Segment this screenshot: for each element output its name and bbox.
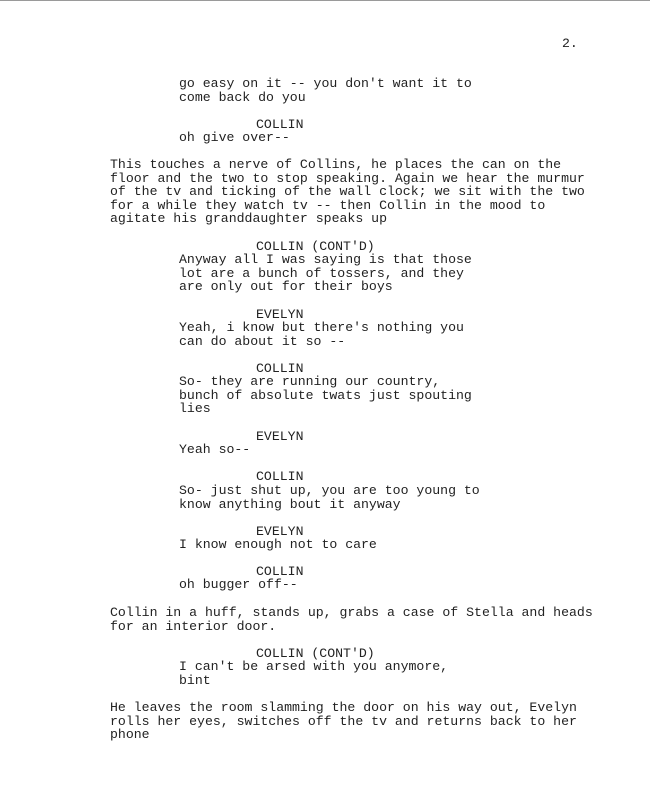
character-evelyn-1: EVELYN	[256, 307, 304, 322]
dialogue-collin-2: oh give over--	[179, 130, 290, 145]
character-collin-2: COLLIN	[256, 361, 304, 376]
dialogue-collin-4: So- they are running our country, bunch of absolute twats just spouting lies	[179, 374, 472, 417]
dialogue-collin-5: So- just shut up, you are too young to know anything bout it anyway	[179, 483, 480, 512]
dialogue-collin-7: I can't be arsed with you anymore, bint	[179, 659, 449, 688]
action-1: This touches a nerve of Collins, he places the can on the floor and the two to stop speaking. Again we hear the murmur of the tv and ticking of the wall clock; we sit with the two for a while they watch tv -- then Collin in the mood to agitate his granddaughter speaks up	[110, 157, 585, 227]
dialogue-evelyn-3: I know enough not to care	[179, 537, 377, 552]
character-collin-3: COLLIN	[256, 469, 304, 484]
dialogue-evelyn-2: Yeah so--	[179, 442, 251, 457]
dialogue-collin-3: Anyway all I was saying is that those lot are a bunch of tossers, and they are only out for their boys	[179, 252, 472, 295]
dialogue-evelyn-1: Yeah, i know but there's nothing you can do about it so --	[179, 320, 464, 349]
dialogue-collin-6: oh bugger off--	[179, 577, 298, 592]
dialogue-collin-1: go easy on it -- you don't want it to come back do you	[179, 76, 472, 105]
page-number: 2.	[562, 36, 578, 51]
top-border	[0, 0, 650, 1]
character-collin-4: COLLIN	[256, 564, 304, 579]
character-evelyn-3: EVELYN	[256, 524, 304, 539]
action-3: He leaves the room slamming the door on his way out, Evelyn rolls her eyes, switches off the tv and returns back to her phone	[110, 700, 577, 743]
character-collin-contd-1: COLLIN (CONT'D)	[256, 239, 375, 254]
character-collin-contd-2: COLLIN (CONT'D)	[256, 646, 375, 661]
character-collin-1: COLLIN	[256, 117, 304, 132]
character-evelyn-2: EVELYN	[256, 429, 304, 444]
action-2: Collin in a huff, stands up, grabs a case of Stella and heads for an interior door.	[110, 605, 593, 634]
